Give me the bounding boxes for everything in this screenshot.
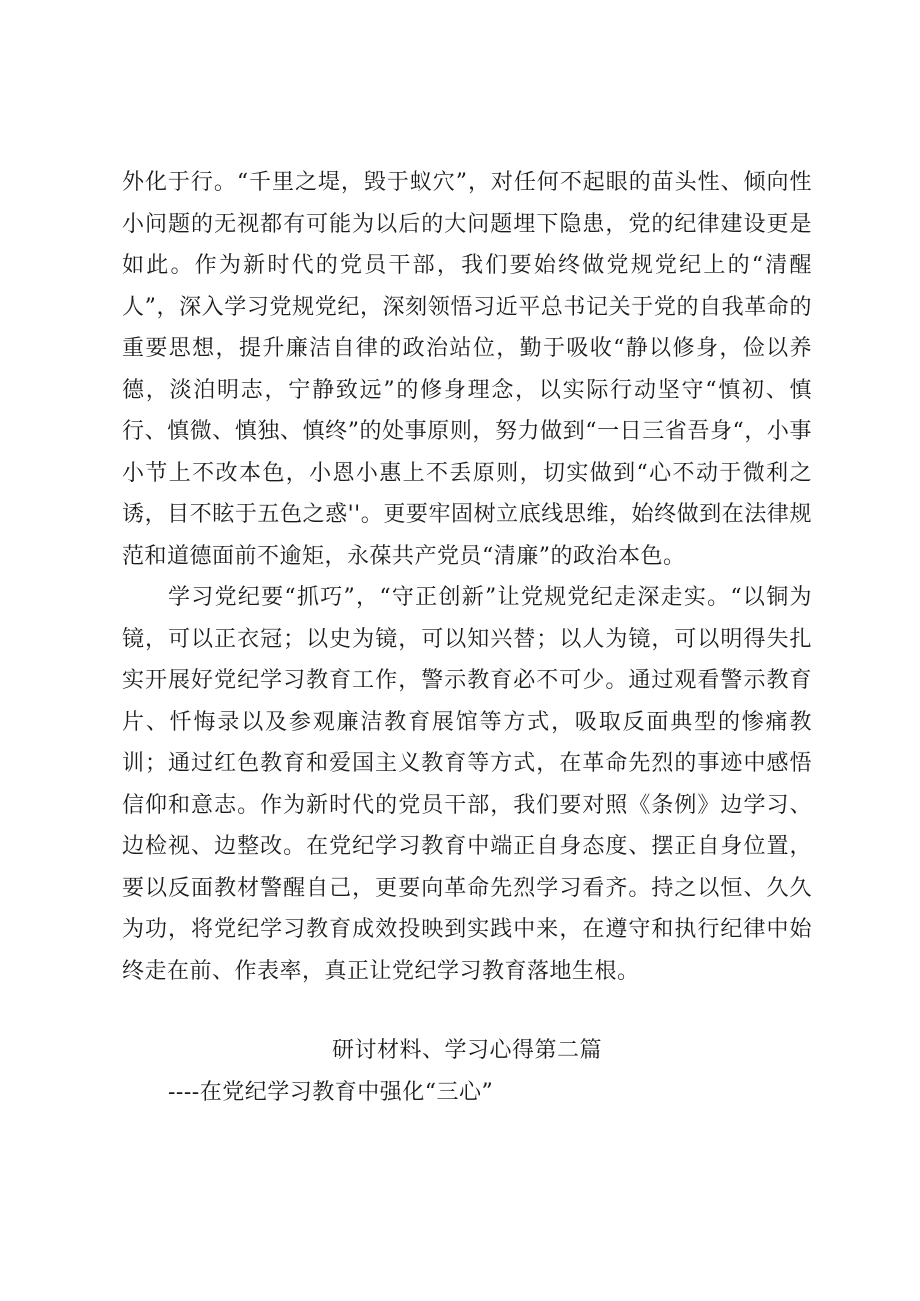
section-title: 研讨材料、学习心得第二篇 — [331, 1038, 602, 1063]
paragraph-discipline-awareness: 外化于行。“千里之堤，毁于蚁穴”，对任何不起眼的苗头性、倾向性小问题的无视都有可能为以后的大问题埋下隐患，党的纪律建设更是如此。作为新时代的党员干部，我们要始终做党规党纪上的“清醒人”，深入学习党规党纪，深刻领悟习近平总书记关于党的自我革命的重要思想，提升廉洁自律的政治站位，勤于吸收“静以修身，俭以养德，淡泊明志，宁静致远”的修身理念，以实际行动坚守“慎初、慎行、慎微、慎独、慎终”的处事原则，努力做到“一日三省吾身“，小事小节上不改本色，小恩小惠上不丢原则，切实做到“心不动于微利之诱，目不眩于五色之惑''。更要牢固树立底线思维，始终做到在法律规范和道德面前不逾矩，永葆共产党员“清廉”的政治本色。 — [122, 170, 812, 569]
document-body — [122, 162, 812, 992]
section-subtitle: ----在党纪学习教育中强化“三心” — [168, 1080, 494, 1105]
paragraph-discipline-innovation: 学习党纪要“抓巧”，“守正创新”让党规党纪走深走实。“以铜为镜，可以正衣冠；以史为镜，可以知兴替；以人为镜，可以明得失扎实开展好党纪学习教育工作，警示教育必不可少。通过观看警示教育片、忏悔录以及参观廉洁教育展馆等方式，吸取反面典型的惨痛教训；通过红色教育和爱国主义教育等方式，在革命先烈的事迹中感悟信仰和意志。作为新时代的党员干部，我们要对照《条例》边学习、边检视、边整改。在党纪学习教育中端正自身态度、摆正自身位置，要以反面教材警醒自己，更要向革命先烈学习看齐。持之以恒、久久为功，将党纪学习教育成效投映到实践中来，在遵守和执行纪律中始终走在前、作表率，真正让党纪学习教育落地生根。 — [122, 585, 812, 984]
